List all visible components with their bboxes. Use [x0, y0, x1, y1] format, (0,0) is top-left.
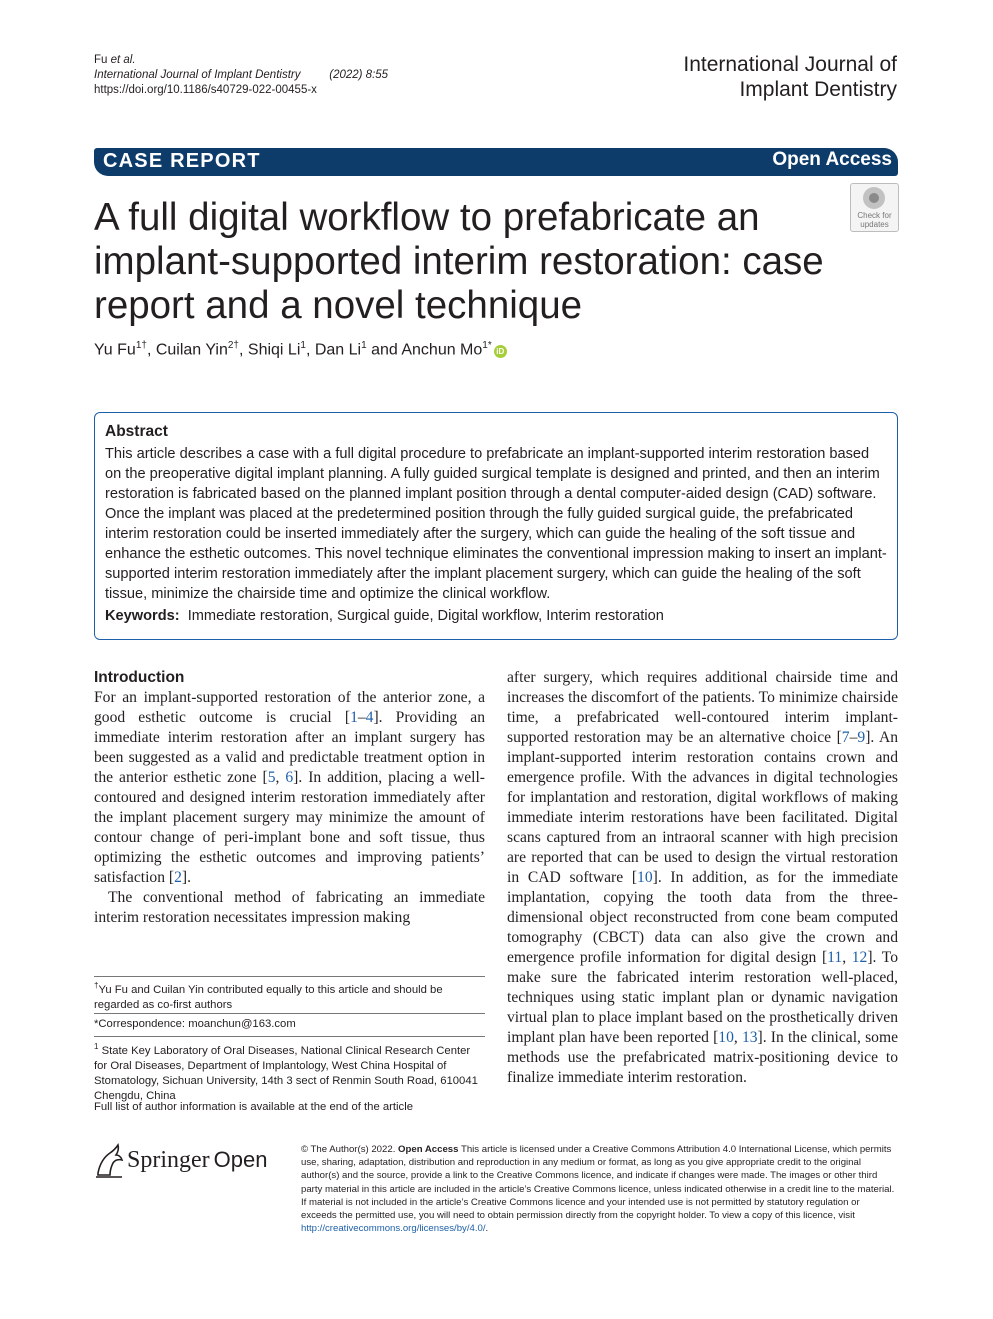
abstract-heading: Abstract — [105, 423, 168, 440]
text-run: ]. In addition, placing a well-contoured and designed interim restoration immediately after the implant placement surgery may minimize the amount of contour change of peri-implant bone and soft tissue, thus optimizing the esthetic outcomes and improving patients’ satisfaction [ — [94, 769, 485, 886]
citation-link[interactable]: 9 — [857, 729, 866, 746]
footnote-rule — [94, 1036, 485, 1037]
keywords-label: Keywords: — [105, 608, 180, 624]
license-link[interactable]: http://creativecommons.org/licenses/by/4.0/ — [301, 1223, 486, 1235]
citation-link[interactable]: 13 — [741, 1029, 758, 1046]
citation-link[interactable]: 10 — [637, 869, 653, 886]
running-year-issue: (2022) 8:55 — [329, 69, 389, 81]
springer-wordmark-name: Springer — [127, 1147, 210, 1173]
keywords-text: Immediate restoration, Surgical guide, Digital workflow, Interim restoration — [187, 608, 664, 624]
citation-link[interactable]: 6 — [285, 769, 294, 786]
intro-paragraph-1 — [94, 688, 485, 888]
text-run: , — [733, 1029, 742, 1046]
author-affiliation-sup: 1* — [482, 340, 492, 351]
author-separator: and — [366, 341, 402, 359]
text-run: ]. — [181, 869, 191, 886]
license-copyright: © The Author(s) 2022. — [301, 1144, 396, 1155]
affiliation — [94, 1039, 485, 1104]
citation-link[interactable]: 7 — [841, 729, 850, 746]
running-etal: et al. — [110, 54, 136, 66]
intro-paragraph-continued — [507, 668, 898, 1088]
author-affiliation-sup: 2† — [227, 340, 239, 351]
author-separator: , — [146, 341, 156, 359]
license-text: This article is licensed under a Creative Commons Attribution 4.0 International License, which permits use, sharing, adaptation, distribution and reproduction in any medium or format, as long as you give appropriate credit to the original author(s) and the source, provide a link to the Creative Commons licence, and indicate if changes were made. The images or other third party material in this article are included in the article’s Creative Commons licence, unless indicated otherwise in a credit line to the material. If material is not included in the article’s Creative Commons licence and your intended use is not permitted by statutory regulation or exceeds the permitted use, you will need to obtain permission directly from the copyright holder. To view a copy of this licence, visit — [301, 1144, 895, 1222]
correspondence-email[interactable]: *Correspondence: moanchun@163.com — [94, 1018, 296, 1030]
journal-name-line2: Implant Dentistry — [739, 78, 897, 101]
article-type-banner — [94, 148, 898, 176]
intro-paragraph-2: The conventional method of fabricating an immediate interim restoration necessitates impression making — [94, 889, 485, 926]
text-run: , — [275, 769, 286, 786]
author-affiliation-sup: 1† — [135, 340, 147, 351]
citation-link[interactable]: 5 — [267, 769, 276, 786]
footnote-text: Yu Fu and Cuilan Yin contributed equally to this article and should be regarded as co-first authors — [94, 983, 443, 1011]
citation-link[interactable]: 2 — [174, 869, 182, 886]
text-run: ]. In addition, as for the immediate implantation, copying the tooth data from the three-dimensional object reconstructed from cone beam computed tomography (CBCT) data can also give the crown and emergence profile information for digital design [ — [507, 869, 898, 966]
license-statement — [301, 1143, 898, 1235]
author-name: Cuilan Yin — [155, 341, 228, 359]
springer-horse-icon — [94, 1143, 124, 1179]
orcid-icon[interactable]: iD — [494, 345, 507, 358]
citation-link[interactable]: 12 — [851, 949, 868, 966]
springer-wordmark-open: Open — [213, 1147, 268, 1172]
check-updates-badge-icon — [863, 187, 885, 209]
check-updates-label — [851, 211, 898, 229]
affiliation-mark: 1 — [94, 1042, 99, 1051]
citation-link[interactable]: 1 — [350, 709, 358, 726]
license-open-access: Open Access — [398, 1144, 459, 1155]
keywords — [105, 608, 887, 624]
springer-wordmark — [127, 1147, 267, 1174]
author-name: Shiqi Li — [247, 341, 301, 359]
citation-link[interactable]: 10 — [718, 1029, 734, 1046]
body-column-left — [94, 668, 485, 928]
license-end: . — [485, 1223, 489, 1235]
abstract-text: This article describes a case with a full digital procedure to prefabricate an implant-supported interim restoration based on the preoperative digital implant planning. A fully guided surgical template is designed and printed, and then an interim restoration is fabricated based on the planned implant position through a dental computer-aided design (CAD) software. Once the implant was placed at the predetermined position through the fully guided surgical guide, the prefabricated interim restoration could be inserted immediately after the surgery, which can guide the healing of the soft tissue and enhance the esthetic outcomes. This novel technique eliminates the conventional impression making to insert an implant-supported interim restoration immediately after the implant placement surgery, which can guide the healing of the soft tissue, minimize the chairside time and optimize the clinical workflow. — [105, 446, 887, 602]
article-title: A full digital workflow to prefabricate an implant-supported interim restoration: case report and a novel technique — [94, 196, 824, 327]
footnote-rule — [94, 976, 485, 977]
check-updates-line1: Check for — [857, 211, 892, 220]
footnote-mark: † — [94, 981, 99, 990]
footnote-rule — [94, 1013, 485, 1014]
open-access-label: Open Access — [772, 149, 892, 170]
author-name: Dan Li — [314, 341, 362, 359]
running-journal: International Journal of Implant Dentistry — [94, 69, 301, 81]
springer-open-logo — [94, 1143, 284, 1183]
text-run: – — [357, 709, 366, 726]
running-header — [94, 53, 388, 98]
text-run: ]. Providing an immediate interim restoration after an implant surgery has been suggested as a valid and predictable treatment option in the anterior esthetic zone [ — [94, 709, 485, 786]
affiliation-text: State Key Laboratory of Oral Diseases, National Clinical Research Center for Oral Diseases, Department of Implantology, West China Hospital of Stomatology, Sichuan University, 14th 3 sect of Renmin South Road, 610041 Chengdu, China — [94, 1044, 478, 1102]
journal-name-line1: International Journal of — [683, 53, 897, 76]
text-run: ]. To make sure the fabricated interim restoration well-placed, techniques using static implant plan or dynamic navigation virtual plan to place implant based on the prosthetically driven implant plan have been reported [ — [507, 949, 898, 1046]
author-affiliation-sup: 1 — [361, 340, 367, 351]
text-run: For an implant-supported restoration of the anterior zone, a good esthetic outcome is crucial [ — [94, 689, 485, 726]
body-column-right — [507, 668, 898, 1088]
text-run: , — [842, 949, 852, 966]
abstract-box — [94, 412, 898, 640]
footnote-equal-contribution — [94, 978, 485, 1013]
author-affiliation-sup: 1 — [300, 340, 306, 351]
check-updates-icon[interactable] — [850, 183, 899, 232]
section-heading-introduction: Introduction — [94, 669, 185, 686]
text-run: ]. An implant-supported interim restoration contains crown and emergence profile. With the advances in digital technologies for implantation and restoration, digital workflows of making immediate interim restorations have been facilitated. Digital scans captured from an intraoral scanner with high precision are reported that can be used to design the virtual restoration in CAD software [ — [507, 729, 898, 886]
author-name: Anchun Mo — [401, 341, 483, 359]
running-author: Fu — [94, 54, 111, 66]
case-report-label: CASE REPORT — [103, 150, 261, 172]
citation-link[interactable]: 4 — [365, 709, 374, 726]
journal-name — [683, 52, 897, 102]
doi-link[interactable]: https://doi.org/10.1186/s40729-022-00455-x — [94, 84, 317, 96]
text-run: after surgery, which requires additional chairside time and increases the discomfort of the patients. To minimize chairside time, a prefabricated well-contoured interim implant-supported restoration may be an alternative choice [ — [507, 669, 898, 746]
check-updates-line2: updates — [860, 220, 889, 229]
author-separator: , — [305, 341, 315, 359]
author-separator: , — [239, 341, 248, 359]
text-run: ]. In the clinical, some methods use the prefabricated matrix-positioning device to finalize immediate interim restoration. — [507, 1029, 899, 1086]
text-run: – — [849, 729, 858, 746]
author-info-note: Full list of author information is available at the end of the article — [94, 1101, 413, 1113]
author-list — [94, 340, 507, 359]
author-name: Yu Fu — [94, 341, 136, 359]
citation-link[interactable]: 11 — [827, 949, 843, 966]
